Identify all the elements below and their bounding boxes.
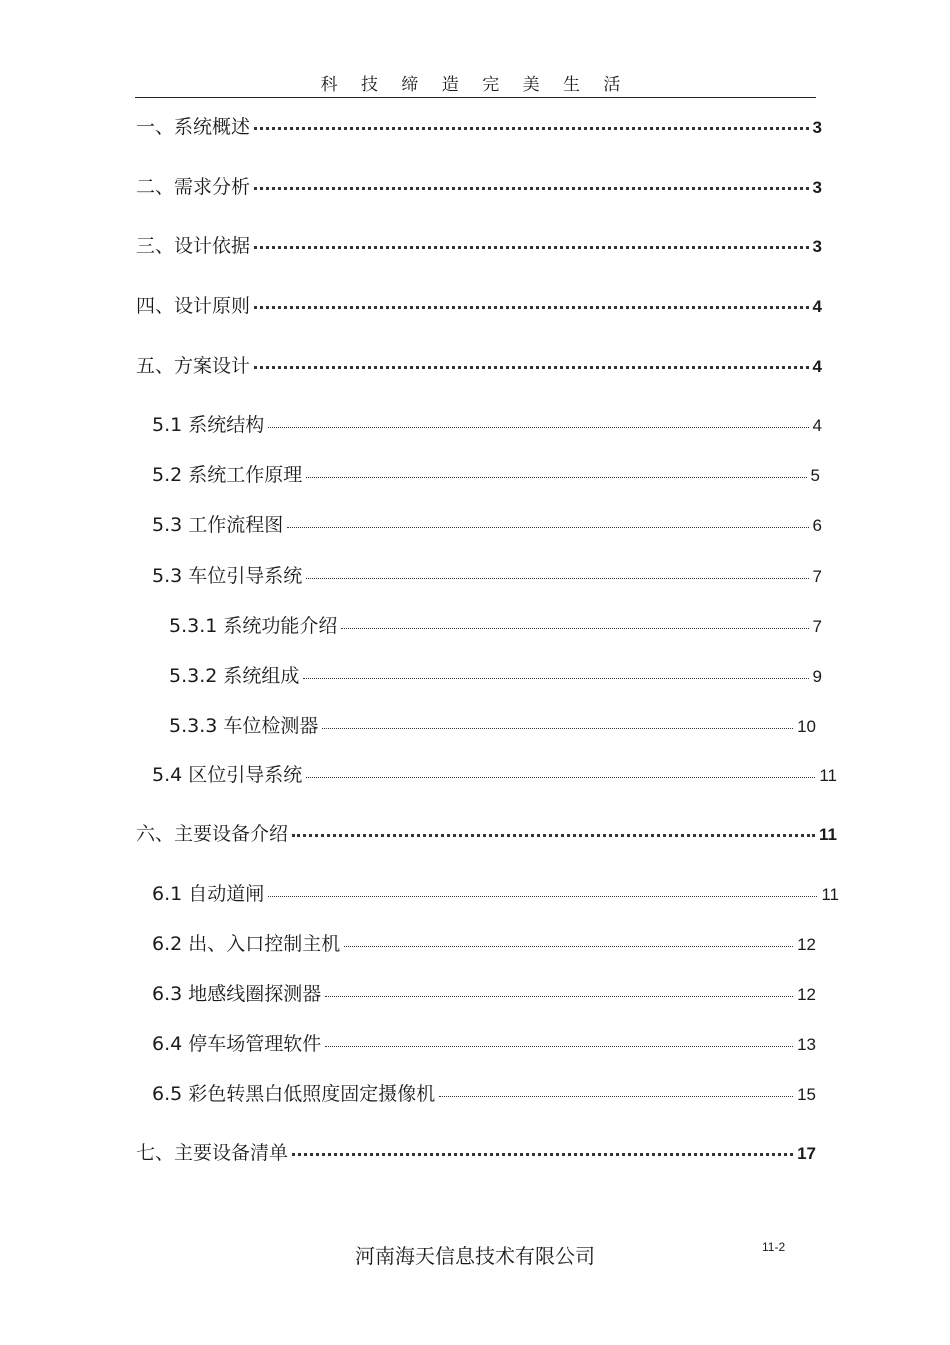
toc-entry-page: 7: [812, 567, 822, 586]
toc-entry[interactable]: [152, 561, 822, 588]
toc-dot-leader: [254, 187, 809, 190]
toc-entry-page: 12: [797, 985, 816, 1004]
toc-entry-page: 11: [821, 885, 839, 904]
toc-entry-title: 6.4 停车场管理软件: [152, 1033, 322, 1055]
toc-dot-leader: [306, 578, 808, 579]
toc-dot-leader: [306, 477, 806, 478]
toc-dot-leader: [322, 728, 793, 729]
toc-entry-page: 7: [812, 617, 822, 636]
toc-dot-leader: [287, 527, 808, 528]
toc-entry[interactable]: [169, 611, 822, 638]
toc-entry[interactable]: [136, 112, 822, 139]
toc-entry[interactable]: [152, 760, 837, 787]
footer-company: 河南海天信息技术有限公司: [355, 1244, 595, 1268]
toc-dot-leader: [292, 1153, 793, 1156]
toc-entry[interactable]: [136, 1138, 816, 1165]
toc-entry-page: 17: [797, 1144, 816, 1163]
toc-dot-leader: [439, 1096, 793, 1097]
toc-dot-leader: [268, 427, 808, 428]
toc-dot-leader: [254, 306, 809, 309]
toc-entry[interactable]: [152, 1079, 816, 1106]
toc-entry-page: 11: [819, 766, 837, 785]
toc-entry[interactable]: [152, 510, 822, 537]
toc-entry-title: 二、需求分析: [136, 176, 251, 198]
toc-entry[interactable]: [136, 172, 822, 199]
toc-entry[interactable]: [169, 661, 822, 688]
toc-entry-title: 七、主要设备清单: [136, 1142, 289, 1164]
toc-dot-leader: [268, 896, 817, 897]
toc-entry-page: 5: [810, 466, 820, 485]
toc-entry-title: 6.2 出、入口控制主机: [152, 933, 341, 955]
toc-dot-leader: [254, 127, 809, 130]
toc-entry-page: 4: [812, 357, 822, 376]
toc-entry-title: 5.3.3 车位检测器: [169, 715, 319, 737]
toc-entry[interactable]: [136, 231, 822, 258]
toc-entry-title: 5.1 系统结构: [152, 414, 265, 436]
toc-entry-title: 三、设计依据: [136, 235, 251, 257]
toc-dot-leader: [254, 366, 809, 369]
toc-entry-page: 12: [797, 935, 816, 954]
toc-dot-leader: [306, 777, 815, 778]
toc-entry-title: 5.3 工作流程图: [152, 514, 284, 536]
toc-entry-page: 3: [812, 178, 822, 197]
toc-entry[interactable]: [169, 711, 816, 738]
toc-entry[interactable]: [136, 351, 822, 378]
toc-dot-leader: [254, 246, 809, 249]
toc-entry-page: 13: [797, 1035, 816, 1054]
toc-entry-page: 9: [812, 667, 822, 686]
toc-entry-page: 15: [797, 1085, 816, 1104]
footer-page-label: 11-2: [762, 1240, 786, 1254]
page-header: 科 技 缔 造 完 美 生 活: [320, 75, 630, 95]
toc-entry[interactable]: [152, 979, 816, 1006]
toc-entry-title: 5.3.2 系统组成: [169, 665, 300, 687]
toc-entry-title: 5.3.1 系统功能介绍: [169, 615, 338, 637]
toc-entry[interactable]: [152, 1029, 816, 1056]
toc-entry-page: 4: [812, 416, 822, 435]
toc-entry-title: 5.4 区位引导系统: [152, 764, 303, 786]
toc-entry[interactable]: [152, 410, 822, 437]
toc-entry-title: 一、系统概述: [136, 116, 251, 138]
toc-dot-leader: [344, 946, 793, 947]
toc-dot-leader: [303, 678, 808, 679]
toc-entry-page: 3: [812, 237, 822, 256]
toc-entry[interactable]: [152, 879, 839, 906]
toc-entry[interactable]: [136, 291, 822, 318]
toc-dot-leader: [341, 628, 808, 629]
toc-entry-title: 5.2 系统工作原理: [152, 464, 303, 486]
toc-entry-title: 六、主要设备介绍: [136, 823, 289, 845]
toc-entry-title: 6.1 自动道闸: [152, 883, 265, 905]
toc-dot-leader: [325, 1046, 793, 1047]
toc-entry-title: 6.3 地感线圈探测器: [152, 983, 322, 1005]
toc-entry-page: 10: [797, 717, 816, 736]
toc-entry[interactable]: [152, 929, 816, 956]
toc-entry-title: 五、方案设计: [136, 355, 251, 377]
toc-entry-page: 4: [812, 297, 822, 316]
toc-entry-page: 3: [812, 118, 822, 137]
toc-entry-page: 6: [812, 516, 822, 535]
toc-dot-leader: [325, 996, 793, 997]
toc-entry-title: 6.5 彩色转黑白低照度固定摄像机: [152, 1083, 436, 1105]
toc-dot-leader: [292, 834, 815, 837]
toc-entry[interactable]: [136, 819, 837, 846]
toc-entry-title: 5.3 车位引导系统: [152, 565, 303, 587]
toc-entry[interactable]: [152, 460, 820, 487]
toc-entry-title: 四、设计原则: [136, 295, 251, 317]
toc-entry-page: 11: [819, 825, 837, 844]
